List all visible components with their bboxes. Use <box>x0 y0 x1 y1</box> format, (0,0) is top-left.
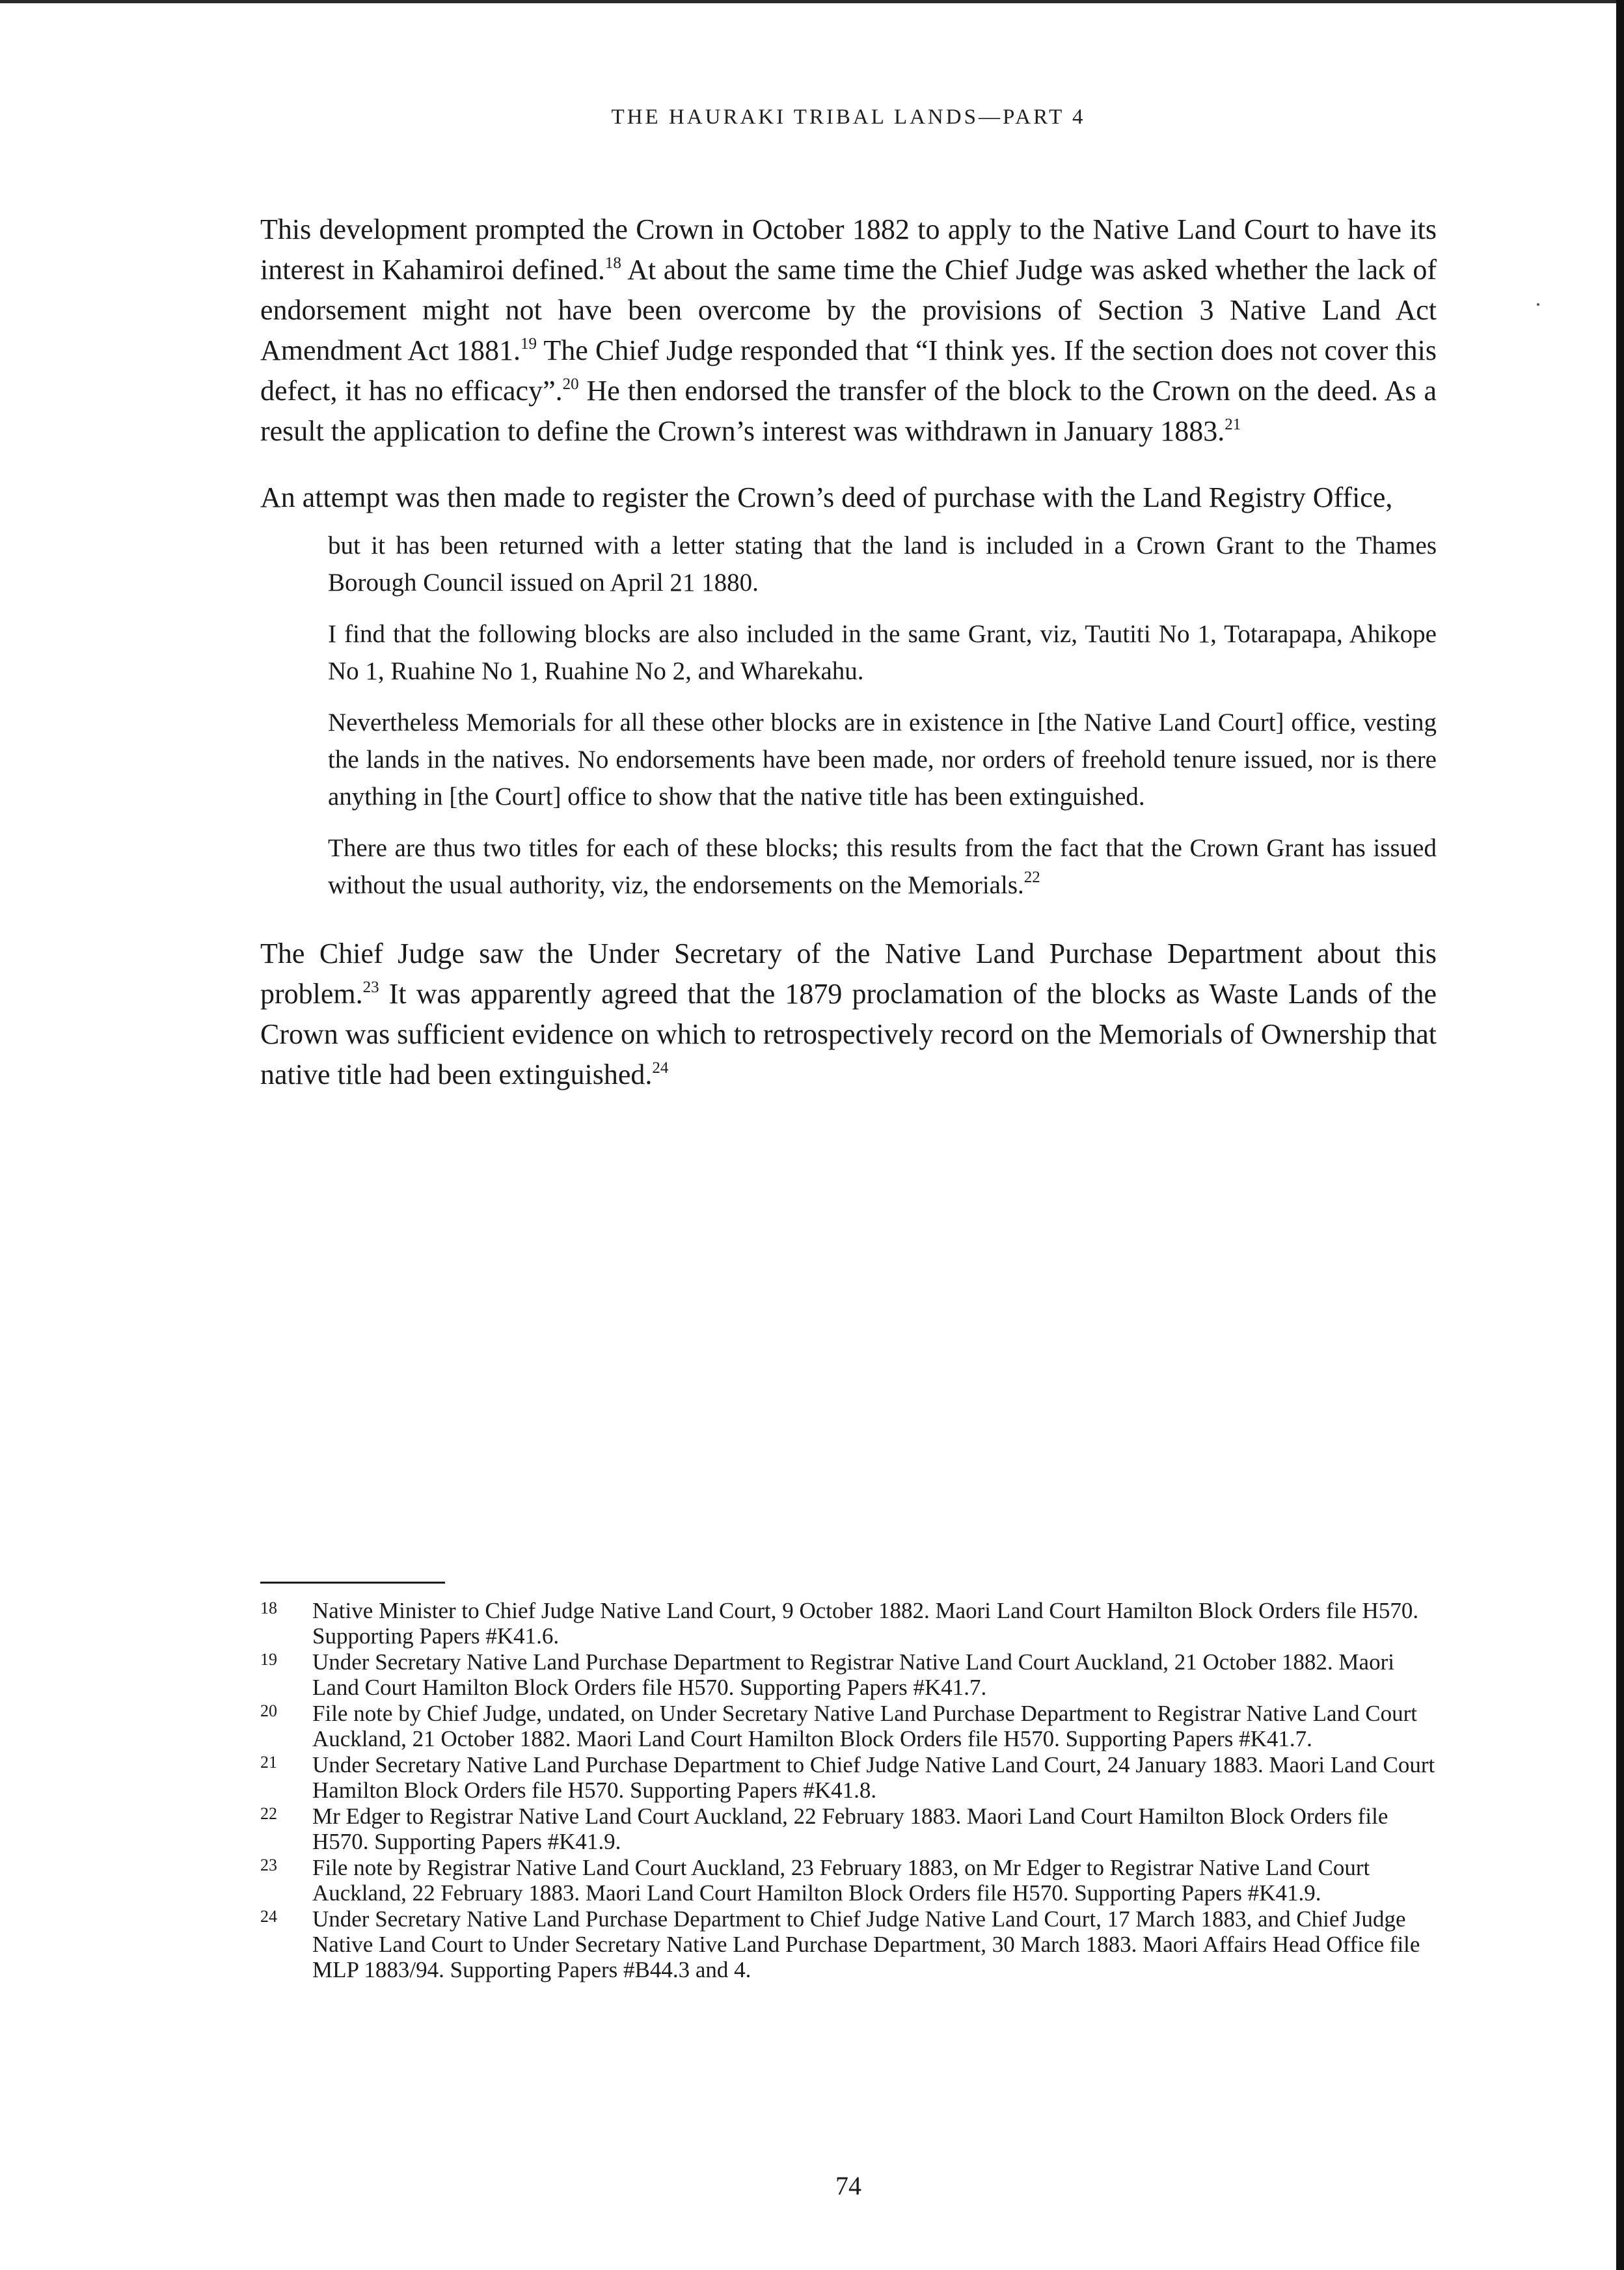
footnote-ref[interactable]: 18 <box>604 254 621 272</box>
footnote-text: File note by Registrar Native Land Court Auckland, 23 February 1883, on Mr Edger to Registrar Native Land Court Auckland, 22 February 1883. Maori Land Court Hamilton Block Orders file H570. Supporting Papers #K41.9. <box>312 1855 1370 1906</box>
footnote-number: 20 <box>260 1701 277 1720</box>
footnote-23 <box>260 1855 1437 1906</box>
footnote-number: 23 <box>260 1856 277 1874</box>
footnote-ref[interactable]: 22 <box>1023 869 1040 886</box>
footnote-21 <box>260 1752 1437 1803</box>
footnote-number: 18 <box>260 1599 277 1617</box>
quote-paragraph: Nevertheless Memorials for all these other blocks are in existence in [the Native Land Court] office, vesting the lands in the natives. No endorsements have been made, nor orders of freehold tenure issued, nor is there anything in [the Court] office to show that the native title has been extinguished. <box>328 709 1437 811</box>
footnote-ref[interactable]: 19 <box>521 335 537 353</box>
footnote-text: Under Secretary Native Land Purchase Department to Chief Judge Native Land Court, 24 January 1883. Maori Land Court Hamilton Block Orders file H570. Supporting Papers #K41.8. <box>312 1752 1435 1803</box>
footnote-text: Mr Edger to Registrar Native Land Court Auckland, 22 February 1883. Maori Land Court Hamilton Block Orders file H570. Supporting Papers #K41.9. <box>312 1804 1388 1854</box>
running-head: THE HAURAKI TRIBAL LANDS—PART 4 <box>611 105 1086 129</box>
footnote-18 <box>260 1598 1437 1649</box>
quote-text: There are thus two titles for each of these blocks; this results from the fact that the Crown Grant has issued without the usual authority, viz, the endorsements on the Memorials. <box>328 834 1437 899</box>
paragraph-crown-application <box>260 209 1437 452</box>
right-edge-rule <box>1616 0 1624 2270</box>
paragraph-chief-judge <box>260 934 1437 1095</box>
paragraph-text: He then endorsed the transfer of the block to the Crown on the deed. As a result the application to define the Crown’s interest was withdrawn in January 1883. <box>260 375 1437 447</box>
quote-paragraph: but it has been returned with a letter stating that the land is included in a Crown Grant to the Thames Borough Council issued on April 21 1880. <box>328 532 1437 597</box>
paragraph-text: An attempt was then made to register the Crown’s deed of purchase with the Land Registry Office, <box>260 481 1393 513</box>
footnote-24 <box>260 1906 1437 1982</box>
footnote-separator <box>260 1582 445 1584</box>
footnotes <box>260 1598 1437 1983</box>
top-edge-rule <box>0 0 1624 3</box>
footnote-text: File note by Chief Judge, undated, on Under Secretary Native Land Purchase Department to Registrar Native Land Court Auckland, 21 October 1882. Maori Land Court Hamilton Block Orders file H570. Supporting Papers #K41.7. <box>312 1701 1417 1751</box>
paragraph-text: This development prompted the Crown in October 1882 to apply to the Native Land Court to have its interest in Kahamiroi defined. <box>260 213 1437 286</box>
paragraph-registration-attempt <box>260 478 1437 518</box>
page-number: 74 <box>835 2171 861 2200</box>
footnote-ref[interactable]: 21 <box>1225 416 1241 433</box>
footnote-number: 22 <box>260 1804 277 1823</box>
footnote-20 <box>260 1701 1437 1751</box>
footnote-22 <box>260 1804 1437 1854</box>
paragraph-text: At about the same time the Chief Judge was asked whether the lack of endorsement might not have been overcome by the provisions of Section 3 Native Land Act Amendment Act 1881. <box>260 254 1437 366</box>
footnote-ref[interactable]: 24 <box>652 1059 669 1077</box>
scan-speck <box>1537 303 1539 306</box>
footnote-text: Native Minister to Chief Judge Native Land Court, 9 October 1882. Maori Land Court Hamilton Block Orders file H570. Supporting Papers #K41.6. <box>312 1598 1419 1649</box>
footnote-19 <box>260 1649 1437 1700</box>
footnote-ref[interactable]: 20 <box>562 375 579 393</box>
block-quote <box>328 527 1437 904</box>
footnote-ref[interactable]: 23 <box>362 979 379 996</box>
paragraph-text: The Chief Judge saw the Under Secretary of the Native Land Purchase Department about this problem. <box>260 938 1437 1010</box>
footnote-text: Under Secretary Native Land Purchase Department to Registrar Native Land Court Auckland, 21 October 1882. Maori Land Court Hamilton Block Orders file H570. Supporting Papers #K41.7. <box>312 1649 1394 1700</box>
footnote-number: 21 <box>260 1753 277 1772</box>
footnote-number: 24 <box>260 1907 277 1926</box>
paragraph-text: It was apparently agreed that the 1879 proclamation of the blocks as Waste Lands of the Crown was sufficient evidence on which to retrospectively record on the Memorials of Ownership that native title had been extinguished. <box>260 978 1437 1090</box>
footnote-number: 19 <box>260 1650 277 1669</box>
paragraph-text: The Chief Judge responded that “I think yes. If the section does not cover this defect, it has no efficacy”. <box>260 334 1437 407</box>
quote-paragraph: I find that the following blocks are also included in the same Grant, viz, Tautiti No 1, Totarapapa, Ahikope No 1, Ruahine No 1, Ruahine No 2, and Wharekahu. <box>328 620 1437 685</box>
quote-paragraph <box>328 830 1437 904</box>
body-text <box>260 209 1437 1121</box>
footnote-text: Under Secretary Native Land Purchase Department to Chief Judge Native Land Court, 17 March 1883, and Chief Judge Native Land Court to Under Secretary Native Land Purchase Department, 30 March 1883. Maori Affairs Head Office file MLP 1883/94. Supporting Papers #B44.3 and 4. <box>312 1906 1420 1982</box>
